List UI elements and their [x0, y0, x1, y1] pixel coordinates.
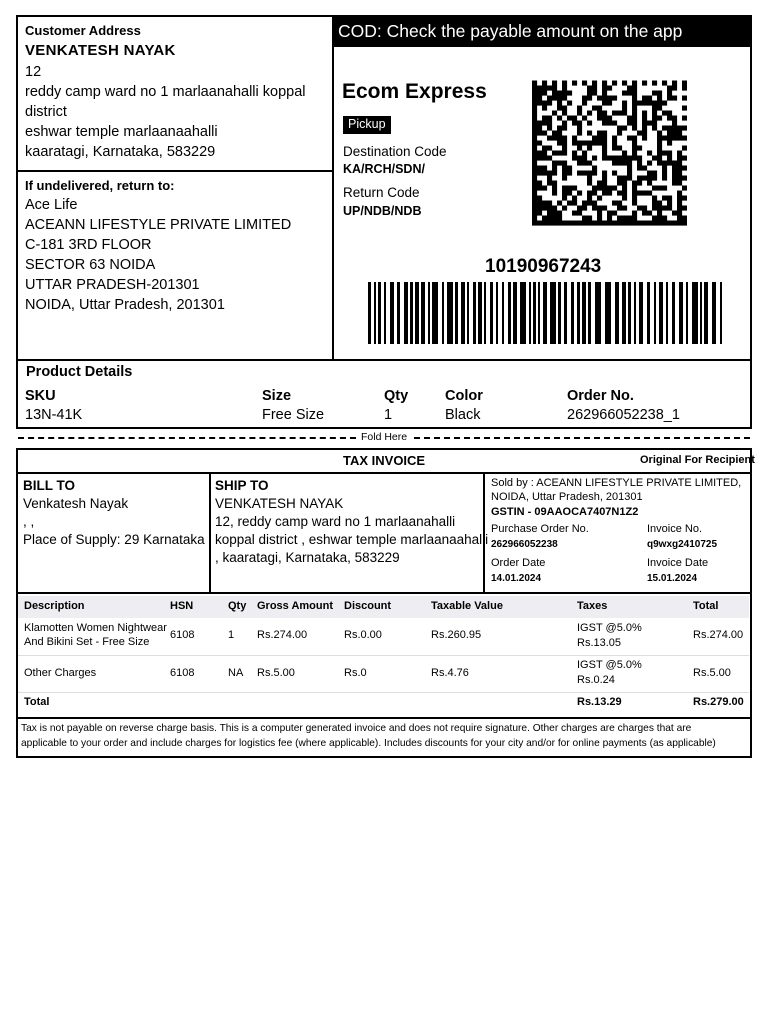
row-separator: [18, 692, 749, 693]
row-discount: Rs.0.00: [344, 629, 382, 641]
row-description: Klamotten Women Nightwear: [24, 622, 167, 634]
customer-address-line: eshwar temple marlaanaahalli: [25, 124, 218, 140]
fold-line-right: [414, 437, 750, 439]
col-header-gross-amount: Gross Amount: [257, 600, 333, 612]
row-qty: NA: [228, 667, 244, 679]
row-tax-amount: Rs.13.05: [577, 637, 622, 649]
bill-ship-divider: [209, 472, 211, 593]
product-qty: 1: [384, 407, 393, 423]
product-header-sku: SKU: [25, 388, 56, 404]
col-header-taxes: Taxes: [577, 600, 608, 612]
seller-gstin: GSTIN - 09AAOCA7407N1Z2: [491, 506, 639, 518]
customer-address-line: 12: [25, 64, 42, 80]
col-header-discount: Discount: [344, 600, 392, 612]
order-date-value: 14.01.2024: [491, 573, 542, 584]
order-date-label: Order Date: [491, 557, 546, 569]
return-address-line: SECTOR 63 NOIDA: [25, 257, 156, 273]
customer-name: VENKATESH NAYAK: [25, 42, 176, 59]
customer-address-line: kaaratagi, Karnataka, 583229: [25, 144, 216, 160]
return-address-line: Ace Life: [25, 197, 78, 213]
sold-by-line: Sold by : ACEANN LIFESTYLE PRIVATE LIMITED,: [491, 477, 742, 489]
product-header-order-no: Order No.: [567, 388, 634, 404]
customer-address-line: reddy camp ward no 1 marlaanahalli koppal: [25, 84, 306, 100]
ship-to-heading: SHIP TO: [215, 478, 269, 493]
label-vertical-divider: [332, 15, 334, 361]
purchase-order-label: Purchase Order No.: [491, 523, 589, 535]
return-address-line: C-181 3RD FLOOR: [25, 237, 152, 253]
invoice-footer-note: applicable to your order and include charges for logistics fee (where applicable). Includes discounts for your city and/or for online payments (as applicable): [21, 738, 716, 749]
place-of-supply: Place of Supply: 29 Karnataka: [23, 532, 205, 547]
row-total: Rs.5.00: [693, 667, 731, 679]
row-total: Rs.274.00: [693, 629, 744, 641]
bill-to-line: Venkatesh Nayak: [23, 496, 129, 511]
total-amount: Rs.279.00: [693, 696, 744, 708]
product-details-heading: Product Details: [26, 364, 133, 380]
label-horizontal-divider: [16, 170, 334, 172]
row-tax-rate: IGST @5.0%: [577, 622, 642, 634]
product-size: Free Size: [262, 407, 325, 423]
row-qty: 1: [228, 629, 235, 641]
row-hsn: 6108: [170, 667, 195, 679]
return-code-value: UP/NDB/NDB: [343, 204, 422, 218]
destination-code-value: KA/RCH/SDN/: [343, 162, 425, 176]
total-taxes: Rs.13.29: [577, 696, 622, 708]
invoice-no-value: q9wxg2410725: [647, 539, 718, 550]
total-row-label: Total: [24, 696, 50, 708]
row-gross-amount: Rs.274.00: [257, 629, 308, 641]
product-sku: 13N-41K: [25, 407, 83, 423]
col-header-qty: Qty: [228, 600, 247, 612]
return-address-line: ACEANN LIFESTYLE PRIVATE LIMITED: [25, 217, 292, 233]
courier-name: Ecom Express: [342, 80, 487, 103]
product-color: Black: [445, 407, 481, 423]
row-description: Other Charges: [24, 667, 97, 679]
bill-to-line: , ,: [23, 514, 35, 529]
cod-banner-text: COD: Check the payable amount on the app: [338, 21, 683, 41]
awb-number: 10190967243: [485, 256, 602, 277]
pickup-badge-label: Pickup: [348, 117, 386, 131]
purchase-order-value: 262966052238: [491, 539, 558, 550]
fold-here-label: Fold Here: [361, 431, 408, 443]
address-table-divider: [16, 592, 752, 594]
destination-code-label: Destination Code: [343, 144, 447, 159]
row-tax-amount: Rs.0.24: [577, 674, 615, 686]
col-header-total: Total: [693, 600, 719, 612]
row-hsn: 6108: [170, 629, 195, 641]
barcode-icon: [368, 282, 730, 344]
invoice-date-label: Invoice Date: [647, 557, 709, 569]
table-footer-divider: [16, 717, 752, 719]
customer-address-heading: Customer Address: [25, 23, 141, 38]
product-header-size: Size: [262, 388, 292, 404]
row-taxable-value: Rs.260.95: [431, 629, 482, 641]
product-order-no: 262966052238_1: [567, 407, 680, 423]
sold-by-line: NOIDA, Uttar Pradesh, 201301: [491, 491, 643, 503]
row-description: And Bikini Set - Free Size: [24, 636, 150, 648]
col-header-description: Description: [24, 600, 85, 612]
col-header-taxable-value: Taxable Value: [431, 600, 503, 612]
row-taxable-value: Rs.4.76: [431, 667, 469, 679]
bill-to-heading: BILL TO: [23, 478, 76, 493]
row-discount: Rs.0: [344, 667, 367, 679]
return-code-label: Return Code: [343, 185, 420, 200]
return-address-line: NOIDA, Uttar Pradesh, 201301: [25, 297, 225, 313]
return-address-line: UTTAR PRADESH-201301: [25, 277, 200, 293]
invoice-title: TAX INVOICE: [343, 453, 426, 468]
original-for-recipient: Original For Recipient: [640, 454, 755, 466]
fold-line-left: [18, 437, 356, 439]
datamatrix-code-icon: [532, 80, 687, 226]
row-tax-rate: IGST @5.0%: [577, 659, 642, 671]
row-separator: [18, 655, 749, 656]
col-header-hsn: HSN: [170, 600, 194, 612]
ship-to-line: 12, reddy camp ward no 1 marlaanahalli: [215, 514, 456, 529]
invoice-footer-note: Tax is not payable on reverse charge basis. This is a computer generated invoice and does not require signature. Other charges are charges that are: [21, 723, 692, 734]
customer-address-line: district: [25, 104, 67, 120]
invoice-title-divider: [16, 472, 752, 474]
ship-to-line: VENKATESH NAYAK: [215, 496, 344, 511]
product-header-color: Color: [445, 388, 483, 404]
row-gross-amount: Rs.5.00: [257, 667, 295, 679]
return-address-heading: If undelivered, return to:: [25, 178, 175, 193]
product-header-qty: Qty: [384, 388, 409, 404]
ship-to-line: , kaaratagi, Karnataka, 583229: [215, 550, 400, 565]
invoice-no-label: Invoice No.: [647, 523, 703, 535]
invoice-date-value: 15.01.2024: [647, 573, 698, 584]
ship-to-line: koppal district , eshwar temple marlaanaahalli: [215, 532, 489, 547]
